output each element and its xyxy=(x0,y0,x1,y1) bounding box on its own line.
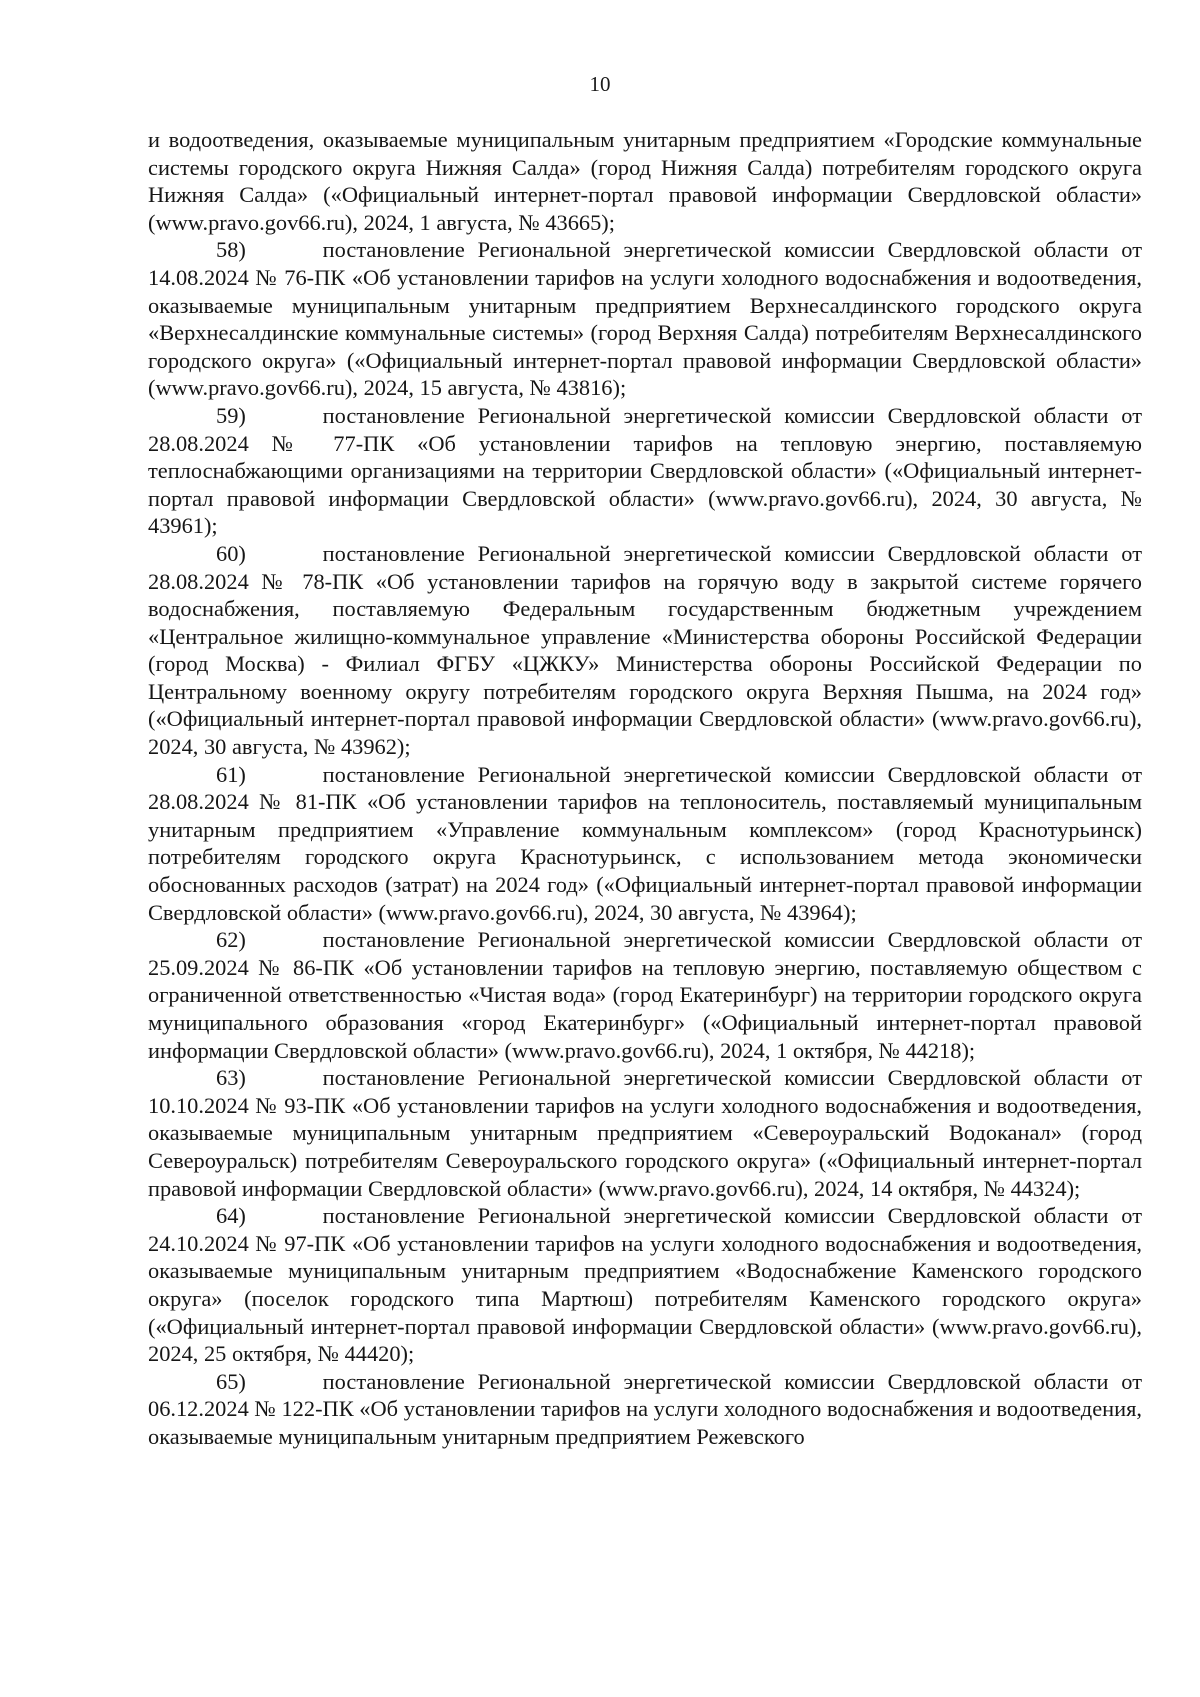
list-item-text: постановление Региональной энергетической комиссии Свердловской области от 24.10.2024 № 97-ПК «Об установлении тарифов на услуги холодного водоснабжения и водоотведения, оказываемые муниципальным унитарным предприятием «Водоснабжение Каменского городского округа» (поселок городского типа Мартюш) потребителям Каменского городского округа» («Официальный интернет-портал правовой информации Свердловской области» (www.pravo.gov66.ru), 2024, 25 октября, № 44420); xyxy=(148,1203,1142,1367)
list-item-text: постановление Региональной энергетической комиссии Свердловской области от 25.09.2024 № 86-ПК «Об установлении тарифов на тепловую энергию, поставляемую обществом с ограниченной ответственностью «Чистая вода» (город Екатеринбург) на территории городского округа муниципального образования «город Екатеринбург» («Официальный интернет-портал правовой информации Свердловской области» (www.pravo.gov66.ru), 2024, 1 октября, № 44218); xyxy=(148,927,1142,1063)
list-item-number: 61) xyxy=(216,761,246,787)
list-item-text: постановление Региональной энергетической комиссии Свердловской области от 14.08.2024 № 76-ПК «Об установлении тарифов на услуги холодного водоснабжения и водоотведения, оказываемые муниципальным унитарным предприятием Верхнесалдинского городского округа «Верхнесалдинские коммунальные системы» (город Верхняя Салда) потребителям Верхнесалдинского городского округа» («Официальный интернет-портал правовой информации Свердловской области» (www.pravo.gov66.ru), 2024, 15 августа, № 43816); xyxy=(148,237,1142,401)
list-item-59 xyxy=(148,402,1142,540)
paragraph-continuation xyxy=(148,126,1142,236)
list-item-text: постановление Региональной энергетической комиссии Свердловской области от 28.08.2024 № 78-ПК «Об установлении тарифов на горячую воду в закрытой системе горячего водоснабжения, поставляемую Федеральным государственным бюджетным учреждением «Центральное жилищно-коммунальное управление «Министерства обороны Российской Федерации (город Москва) - Филиал ФГБУ «ЦЖКУ» Министерства обороны Российской Федерации по Центральному военному округу потребителям городского округа Верхняя Пышма, на 2024 год» («Официальный интернет-портал правовой информации Свердловской области» (www.pravo.gov66.ru), 2024, 30 августа, № 43962); xyxy=(148,540,1142,760)
paragraph-text: и водоотведения, оказываемые муниципальным унитарным предприятием «Городские коммунальные системы городского округа Нижняя Салда» (город Нижняя Салда) потребителям городского округа Нижняя Салда» («Официальный интернет-портал правовой информации Свердловской области» (www.pravo.gov66.ru), 2024, 1 августа, № 43665); xyxy=(148,127,1142,235)
list-item-number: 58) xyxy=(216,237,246,263)
list-item-number: 64) xyxy=(216,1203,246,1229)
document-body xyxy=(148,126,1142,1451)
list-item-number: 65) xyxy=(216,1368,246,1394)
list-item-65 xyxy=(148,1368,1142,1451)
list-item-text: постановление Региональной энергетической комиссии Свердловской области от 10.10.2024 № 93-ПК «Об установлении тарифов на услуги холодного водоснабжения и водоотведения, оказываемые муниципальным унитарным предприятием «Североуральский Водоканал» (город Североуральск) потребителям Североуральского городского округа» («Официальный интернет-портал правовой информации Свердловской области» (www.pravo.gov66.ru), 2024, 14 октября, № 44324); xyxy=(148,1065,1142,1201)
page-number: 10 xyxy=(589,72,611,96)
list-item-58 xyxy=(148,236,1142,402)
list-item-60 xyxy=(148,540,1142,761)
list-item-61 xyxy=(148,761,1142,927)
list-item-number: 60) xyxy=(216,540,246,566)
list-item-63 xyxy=(148,1064,1142,1202)
list-item-62 xyxy=(148,926,1142,1064)
list-item-number: 63) xyxy=(216,1065,246,1091)
list-item-number: 62) xyxy=(216,927,246,953)
list-item-text: постановление Региональной энергетической комиссии Свердловской области от 28.08.2024 № 77-ПК «Об установлении тарифов на тепловую энергию, поставляемую теплоснабжающими организациями на территории Свердловской области» («Официальный интернет-портал правовой информации Свердловской области» (www.pravo.gov66.ru), 2024, 30 августа, № 43961); xyxy=(148,402,1142,539)
list-item-text: постановление Региональной энергетической комиссии Свердловской области от 06.12.2024 № 122-ПК «Об установлении тарифов на услуги холодного водоснабжения и водоотведения, оказываемые муниципальным унитарным предприятием Режевского xyxy=(148,1368,1142,1449)
list-item-text: постановление Региональной энергетической комиссии Свердловской области от 28.08.2024 № 81-ПК «Об установлении тарифов на теплоноситель, поставляемый муниципальным унитарным предприятием «Управление коммунальным комплексом» (город Краснотурьинск) потребителям городского округа Краснотурьинск, с использованием метода экономически обоснованных расходов (затрат) на 2024 год» («Официальный интернет-портал правовой информации Свердловской области» (www.pravo.gov66.ru), 2024, 30 августа, № 43964); xyxy=(148,761,1142,925)
list-item-number: 59) xyxy=(216,402,246,428)
list-item-64 xyxy=(148,1202,1142,1368)
